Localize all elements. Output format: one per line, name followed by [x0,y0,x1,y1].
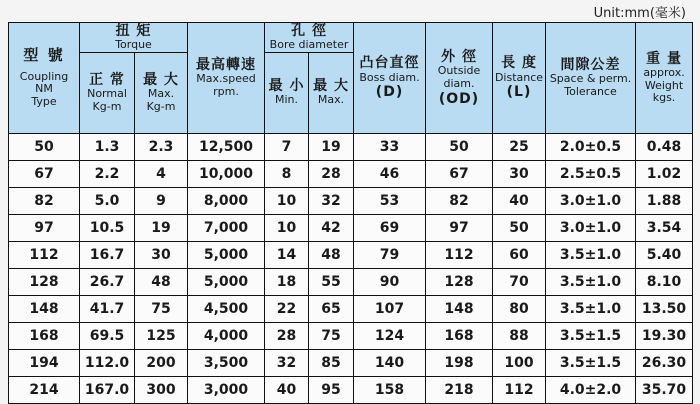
cell-boss-diameter: 107 [354,295,426,322]
cell-distance: 30 [493,160,546,187]
cell-outside-diameter: 50 [426,133,493,160]
cell-torque-max: 30 [135,241,188,268]
cell-type: 112 [9,241,80,268]
cell-outside-diameter: 97 [426,214,493,241]
header-torque-max: 最 大 Max. Kg-m [135,52,188,133]
cell-type: 67 [9,160,80,187]
cell-type: 148 [9,295,80,322]
cell-bore-min: 8 [265,160,309,187]
cell-distance: 60 [493,241,546,268]
cell-torque-normal: 69.5 [80,322,135,349]
header-tolerance: 間隙公差 Space & perm. Tolerance [546,23,636,134]
cell-distance: 40 [493,187,546,214]
cell-type: 82 [9,187,80,214]
cell-weight: 0.48 [636,133,693,160]
cell-bore-max: 32 [309,187,354,214]
cell-boss-diameter: 53 [354,187,426,214]
table-row [9,322,693,349]
cell-type: 128 [9,268,80,295]
cell-torque-normal: 26.7 [80,268,135,295]
cell-bore-max: 95 [309,376,354,403]
header-distance: 長 度 Distance (L) [493,23,546,134]
cell-torque-max: 19 [135,214,188,241]
cell-torque-normal: 5.0 [80,187,135,214]
cell-tolerance: 3.5±1.0 [546,295,636,322]
cell-weight: 1.88 [636,187,693,214]
cell-distance: 80 [493,295,546,322]
cell-type: 97 [9,214,80,241]
header-max-speed: 最高轉速 Max.speed rpm. [188,23,265,134]
cell-distance: 50 [493,214,546,241]
cell-torque-normal: 41.7 [80,295,135,322]
table-row [9,241,693,268]
cell-torque-normal: 167.0 [80,376,135,403]
cell-weight: 5.40 [636,241,693,268]
cell-tolerance: 2.5±0.5 [546,160,636,187]
cell-outside-diameter: 148 [426,295,493,322]
cell-type: 50 [9,133,80,160]
table-row [9,133,693,160]
cell-outside-diameter: 67 [426,160,493,187]
header-outside-diameter: 外 徑 Outside diam. (OD) [426,23,493,134]
header-torque-normal: 正 常 Normal Kg-m [80,52,135,133]
table-row [9,187,693,214]
cell-bore-max: 85 [309,349,354,376]
cell-distance: 88 [493,322,546,349]
cell-weight: 3.54 [636,214,693,241]
cell-outside-diameter: 218 [426,376,493,403]
cell-tolerance: 3.5±1.5 [546,349,636,376]
cell-bore-max: 65 [309,295,354,322]
cell-bore-min: 14 [265,241,309,268]
cell-outside-diameter: 112 [426,241,493,268]
cell-distance: 25 [493,133,546,160]
cell-bore-min: 10 [265,214,309,241]
cell-weight: 8.10 [636,268,693,295]
cell-bore-max: 75 [309,322,354,349]
cell-boss-diameter: 158 [354,376,426,403]
table-row [9,349,693,376]
cell-bore-min: 28 [265,322,309,349]
cell-outside-diameter: 82 [426,187,493,214]
cell-torque-max: 4 [135,160,188,187]
cell-distance: 70 [493,268,546,295]
cell-distance: 112 [493,376,546,403]
cell-bore-min: 32 [265,349,309,376]
cell-boss-diameter: 69 [354,214,426,241]
cell-torque-max: 300 [135,376,188,403]
cell-max-speed: 4,500 [188,295,265,322]
cell-bore-max: 42 [309,214,354,241]
cell-outside-diameter: 128 [426,268,493,295]
cell-tolerance: 3.5±1.5 [546,322,636,349]
cell-boss-diameter: 33 [354,133,426,160]
cell-max-speed: 8,000 [188,187,265,214]
cell-weight: 26.30 [636,349,693,376]
cell-tolerance: 3.5±1.0 [546,268,636,295]
table-row [9,295,693,322]
cell-torque-normal: 16.7 [80,241,135,268]
cell-weight: 1.02 [636,160,693,187]
cell-bore-min: 22 [265,295,309,322]
cell-outside-diameter: 198 [426,349,493,376]
cell-torque-normal: 1.3 [80,133,135,160]
cell-boss-diameter: 124 [354,322,426,349]
header-bore-diameter: 孔 徑 Bore diameter [265,23,354,53]
cell-torque-max: 125 [135,322,188,349]
cell-boss-diameter: 90 [354,268,426,295]
unit-label: Unit:mm(毫米) [593,6,686,21]
cell-bore-min: 40 [265,376,309,403]
table-row [9,268,693,295]
cell-bore-min: 10 [265,187,309,214]
cell-outside-diameter: 168 [426,322,493,349]
cell-torque-max: 200 [135,349,188,376]
cell-max-speed: 3,000 [188,376,265,403]
cell-bore-max: 28 [309,160,354,187]
cell-tolerance: 2.0±0.5 [546,133,636,160]
header-weight: 重 量 approx. Weight kgs. [636,23,693,134]
cell-max-speed: 4,000 [188,322,265,349]
cell-torque-max: 48 [135,268,188,295]
cell-bore-max: 48 [309,241,354,268]
cell-tolerance: 4.0±2.0 [546,376,636,403]
cell-bore-max: 19 [309,133,354,160]
table-row [9,214,693,241]
cell-max-speed: 10,000 [188,160,265,187]
cell-max-speed: 5,000 [188,241,265,268]
header-boss-diameter: 凸台直徑 Boss diam. (D) [354,23,426,134]
cell-tolerance: 3.0±1.0 [546,214,636,241]
cell-weight: 19.30 [636,322,693,349]
cell-torque-max: 2.3 [135,133,188,160]
cell-max-speed: 5,000 [188,268,265,295]
cell-distance: 100 [493,349,546,376]
cell-max-speed: 7,000 [188,214,265,241]
cell-bore-min: 18 [265,268,309,295]
header-bore-min: 最 小 Min. [265,52,309,133]
cell-torque-max: 9 [135,187,188,214]
cell-bore-max: 55 [309,268,354,295]
header-bore-max: 最 大 Max. [309,52,354,133]
cell-type: 168 [9,322,80,349]
cell-torque-normal: 2.2 [80,160,135,187]
cell-boss-diameter: 46 [354,160,426,187]
cell-torque-normal: 10.5 [80,214,135,241]
header-torque: 扭 矩 Torque [80,23,188,53]
cell-weight: 35.70 [636,376,693,403]
cell-type: 194 [9,349,80,376]
cell-tolerance: 3.0±1.0 [546,187,636,214]
cell-max-speed: 3,500 [188,349,265,376]
coupling-spec-table [8,22,693,404]
cell-boss-diameter: 79 [354,241,426,268]
cell-weight: 13.50 [636,295,693,322]
cell-bore-min: 7 [265,133,309,160]
header-type: 型 號 Coupling NM Type [9,23,80,134]
cell-torque-normal: 112.0 [80,349,135,376]
cell-boss-diameter: 140 [354,349,426,376]
cell-tolerance: 3.5±1.0 [546,241,636,268]
table-row [9,160,693,187]
table-row [9,376,693,403]
cell-torque-max: 75 [135,295,188,322]
cell-max-speed: 12,500 [188,133,265,160]
cell-type: 214 [9,376,80,403]
